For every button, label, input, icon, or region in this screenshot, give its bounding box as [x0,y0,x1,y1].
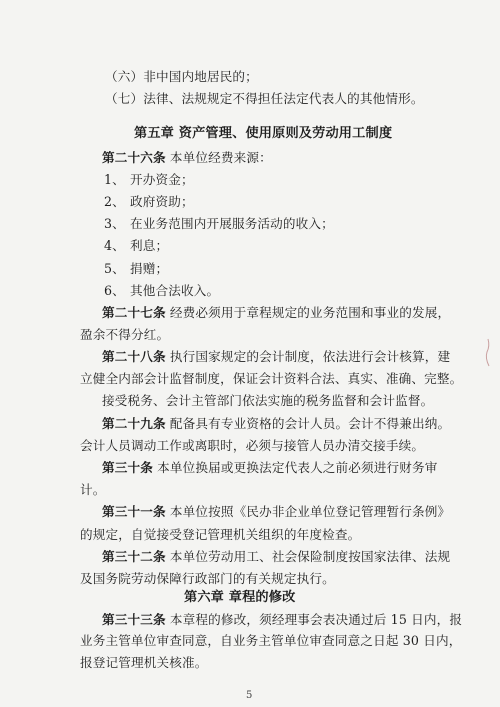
list-item-7: （七）法律、法规规定不得担任法定代表人的其他情形。 [105,91,424,106]
article-28-text: 执行国家规定的会计制度，依法进行会计核算，建 [169,349,451,364]
article-33-continuation-1: 业务主管单位审查同意，自业务主管单位审查同意之日起 30 日内， [80,633,462,648]
article-29 [102,416,450,431]
funding-item-1-text: 开办资金； [130,172,194,187]
article-32 [102,549,450,564]
article-26-text: 本单位经费来源： [169,150,272,165]
article-27 [102,305,450,320]
chapter-5-title: 第五章 资产管理、使用原则及劳动用工制度 [134,126,393,141]
article-28-number: 第二十八条 [102,349,166,364]
funding-item-1-number: 1、 [104,172,125,187]
article-26 [102,150,272,165]
binding-mark [484,338,492,368]
article-30 [102,460,438,475]
article-28 [102,349,450,364]
article-33-number: 第三十三条 [102,612,166,627]
article-33-continuation-2: 报登记管理机关核准。 [80,655,208,670]
article-32-text: 本单位劳动用工、社会保险制度按国家法律、法规 [169,549,451,564]
article-27-number: 第二十七条 [102,305,166,320]
article-26-number: 第二十六条 [102,150,166,165]
article-29-text: 配备具有专业资格的会计人员。会计不得兼出纳。 [169,416,451,431]
article-28-continuation-2: 接受税务、会计主管部门依法实施的税务监督和会计监督。 [102,393,434,408]
funding-item-5-text: 捐赠； [130,261,169,276]
funding-item-3-number: 3、 [104,216,125,231]
article-32-continuation: 及国务院劳动保障行政部门的有关规定执行。 [80,571,335,586]
list-item-6: （六）非中国内地居民的； [105,69,258,84]
article-31 [102,504,450,519]
funding-item-6-number: 6、 [104,283,125,298]
funding-item-5-number: 5、 [104,261,125,276]
article-30-number: 第三十条 [102,460,153,475]
article-33-text: 本章程的修改，须经理事会表决通过后 15 日内，报 [169,612,463,627]
article-28-continuation-1: 立健全内部会计监督制度，保证会计资料合法、真实、准确、完整。 [80,371,463,386]
article-29-continuation: 会计人员调动工作或离职时，必须与接管人员办清交接手续。 [80,438,425,453]
funding-item-6-text: 其他合法收入。 [130,283,220,298]
funding-item-4-number: 4、 [104,238,125,253]
article-27-continuation: 盈余不得分红。 [80,327,170,342]
article-27-text: 经费必须用于章程规定的业务范围和事业的发展， [169,305,451,320]
article-31-text: 本单位按照《民办非企业单位登记管理暂行条例》 [169,504,451,519]
article-31-number: 第三十一条 [102,504,166,519]
article-30-continuation: 计。 [80,482,106,497]
funding-item-3-text: 在业务范围内开展服务活动的收入； [130,216,334,231]
chapter-6-title: 第六章 章程的修改 [184,590,296,605]
funding-item-4-text: 利息； [130,238,169,253]
article-30-text: 本单位换届或更换法定代表人之前必须进行财务审 [157,460,438,475]
article-33 [102,612,462,627]
article-29-number: 第二十九条 [102,416,166,431]
page-number: 5 [246,690,253,701]
article-31-continuation: 的规定，自觉接受登记管理机关组织的年度检查。 [80,527,361,542]
funding-item-2-text: 政府资助； [130,194,194,209]
article-32-number: 第三十二条 [102,549,166,564]
funding-item-2-number: 2、 [104,194,125,209]
